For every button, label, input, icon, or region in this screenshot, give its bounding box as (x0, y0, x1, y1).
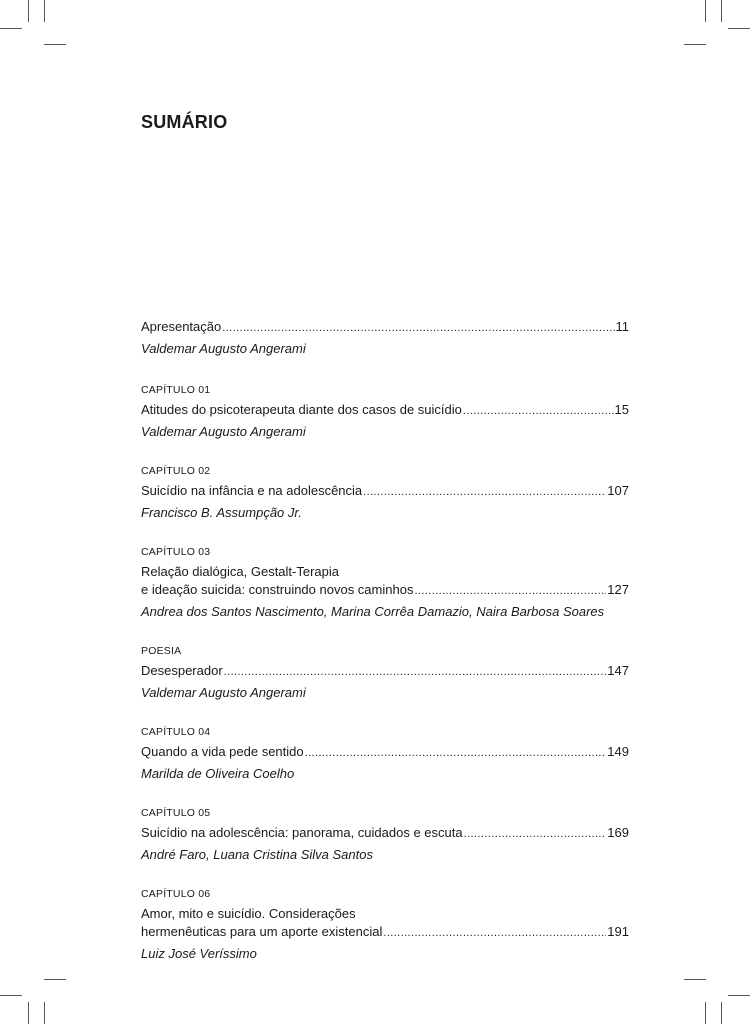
page-number: 147 (607, 663, 629, 678)
crop-mark (44, 44, 66, 45)
crop-mark (721, 1002, 722, 1024)
page-number: 149 (607, 744, 629, 759)
dot-leader (464, 824, 607, 843)
entry-title-line: Relação dialógica, Gestalt-Terapia (141, 564, 339, 579)
dot-leader (363, 482, 606, 501)
crop-mark (684, 44, 706, 45)
section-label: CAPÍTULO 03 (141, 546, 211, 558)
section-label: CAPÍTULO 06 (141, 888, 211, 900)
dot-leader (414, 581, 606, 600)
entry-title-row[interactable] (141, 923, 629, 942)
entry-title-row[interactable] (141, 482, 629, 501)
entry-author: André Faro, Luana Cristina Silva Santos (141, 847, 373, 862)
dot-leader (463, 401, 614, 420)
toc-entry (141, 645, 629, 702)
crop-mark (721, 0, 722, 22)
page-number: 11 (615, 319, 629, 334)
section-label: CAPÍTULO 02 (141, 465, 211, 477)
crop-mark (705, 0, 706, 22)
crop-mark (0, 995, 22, 996)
section-label: POESIA (141, 645, 182, 657)
entry-title-row[interactable] (141, 824, 629, 843)
entry-author: Luiz José Veríssimo (141, 946, 257, 961)
crop-mark (728, 28, 750, 29)
crop-mark (28, 0, 29, 22)
toc-entry (141, 546, 629, 621)
entry-title: hermenêuticas para um aporte existencial (141, 924, 383, 939)
entry-title-row[interactable] (141, 318, 629, 337)
section-label: CAPÍTULO 05 (141, 807, 211, 819)
entry-author: Andrea dos Santos Nascimento, Marina Corrêa Damazio, Naira Barbosa Soares (141, 604, 605, 619)
crop-mark (684, 979, 706, 980)
entry-title: Suicídio na infância e na adolescência (141, 483, 363, 498)
page-number: 191 (607, 924, 629, 939)
crop-mark (28, 1002, 29, 1024)
table-of-contents (141, 318, 629, 987)
page-number: 107 (607, 483, 629, 498)
toc-entry (141, 807, 629, 864)
entry-author: Valdemar Augusto Angerami (141, 424, 306, 439)
page-number: 169 (607, 825, 629, 840)
entry-title: Desesperador (141, 663, 223, 678)
page-number: 15 (614, 402, 629, 417)
page-number: 127 (607, 582, 629, 597)
dot-leader (224, 662, 607, 681)
toc-entry (141, 465, 629, 522)
entry-title-row[interactable] (141, 581, 629, 600)
crop-mark (705, 1002, 706, 1024)
crop-mark (44, 1002, 45, 1024)
dot-leader (305, 743, 607, 762)
entry-author: Valdemar Augusto Angerami (141, 341, 306, 356)
crop-mark (44, 0, 45, 22)
section-label: CAPÍTULO 04 (141, 726, 211, 738)
entry-title-row[interactable] (141, 662, 629, 681)
section-label: CAPÍTULO 01 (141, 384, 211, 396)
entry-author: Valdemar Augusto Angerami (141, 685, 306, 700)
entry-title-row[interactable] (141, 743, 629, 762)
dot-leader (383, 923, 606, 942)
entry-author: Francisco B. Assumpção Jr. (141, 505, 302, 520)
entry-title: Atitudes do psicoterapeuta diante dos casos de suicídio (141, 402, 462, 417)
entry-title: Apresentação (141, 319, 222, 334)
entry-title: Suicídio na adolescência: panorama, cuidados e escuta (141, 825, 463, 840)
page-title: SUMÁRIO (141, 112, 228, 132)
dot-leader (222, 318, 614, 337)
crop-mark (728, 995, 750, 996)
toc-entry (141, 318, 629, 358)
entry-title-row[interactable] (141, 401, 629, 420)
entry-title-line: Amor, mito e suicídio. Considerações (141, 906, 356, 921)
toc-entry (141, 726, 629, 783)
crop-mark (44, 979, 66, 980)
toc-entry (141, 888, 629, 963)
crop-mark (0, 28, 22, 29)
entry-author: Marilda de Oliveira Coelho (141, 766, 295, 781)
entry-title: Quando a vida pede sentido (141, 744, 304, 759)
entry-title: e ideação suicida: construindo novos caminhos (141, 582, 414, 597)
toc-entry (141, 384, 629, 441)
